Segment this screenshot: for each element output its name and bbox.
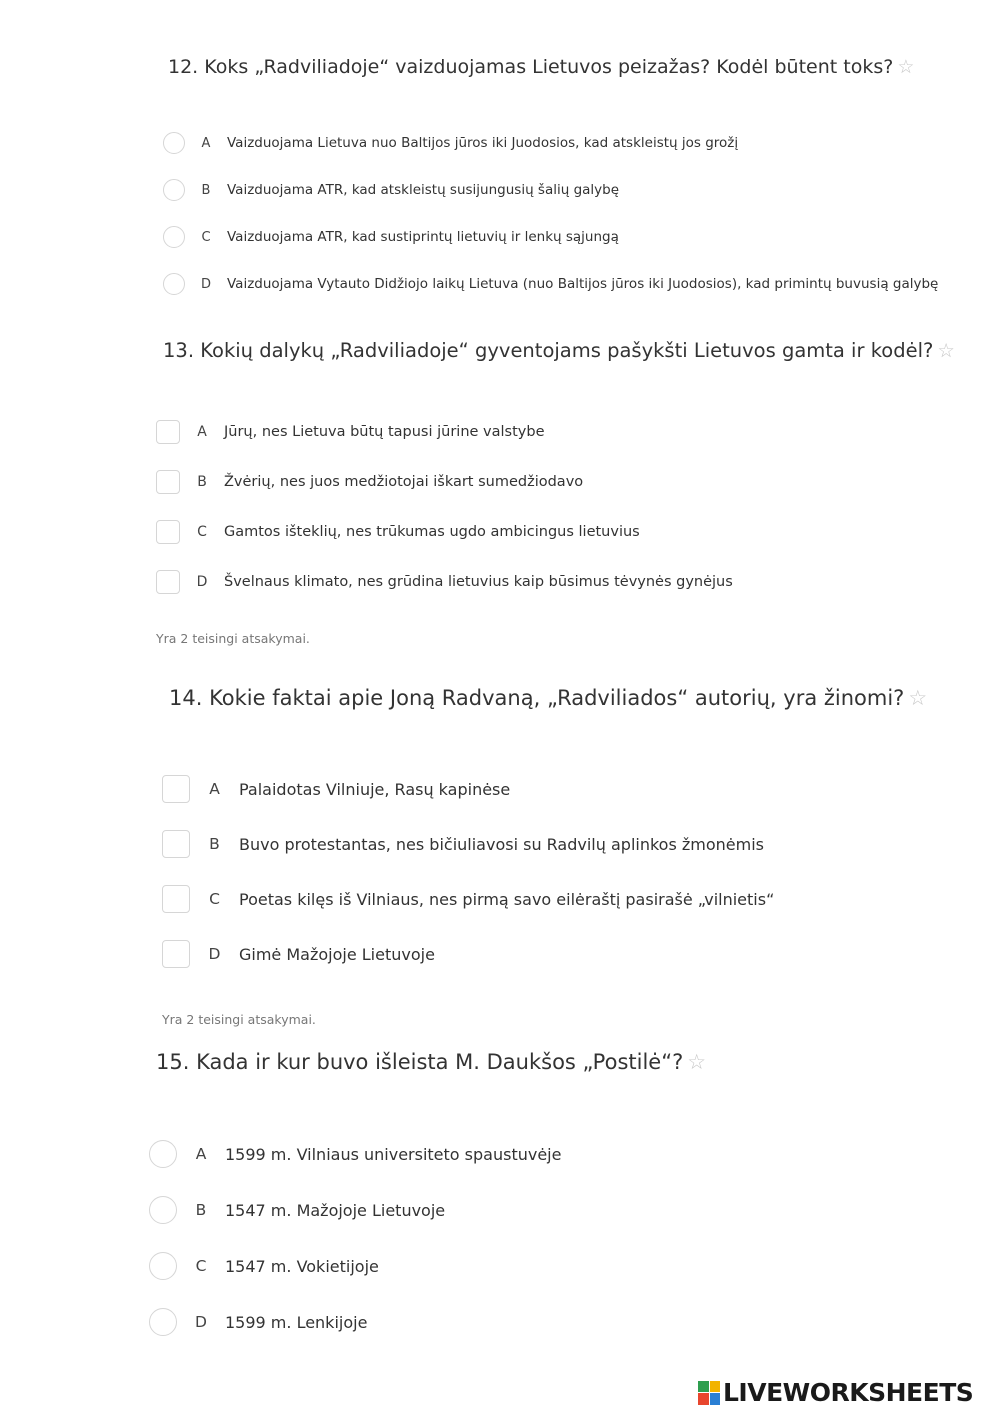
- option-text: 1547 m. Mažojoje Lietuvoje: [225, 1200, 446, 1220]
- question-15-option-a[interactable]: [149, 1140, 561, 1168]
- question-13-option-d[interactable]: [156, 570, 733, 594]
- radio-button[interactable]: [163, 273, 185, 295]
- checkbox[interactable]: [156, 520, 180, 544]
- star-icon[interactable]: ☆: [937, 339, 955, 362]
- checkbox[interactable]: [156, 570, 180, 594]
- question-14-option-b[interactable]: [162, 830, 764, 858]
- logo-text: LIVEWORKSHEETS: [723, 1378, 974, 1407]
- question-12-option-b[interactable]: [163, 179, 619, 201]
- answer-hint: Yra 2 teisingi atsakymai.: [162, 1012, 316, 1027]
- option-letter: C: [201, 229, 211, 245]
- option-letter: B: [201, 182, 211, 198]
- star-icon[interactable]: ☆: [897, 56, 915, 78]
- radio-button[interactable]: [149, 1196, 177, 1224]
- checkbox[interactable]: [162, 775, 190, 803]
- question-14-option-a[interactable]: [162, 775, 510, 803]
- radio-button[interactable]: [163, 132, 185, 154]
- option-letter: A: [209, 780, 220, 798]
- option-text: Vaizduojama Vytauto Didžiojo laikų Lietuva (nuo Baltijos jūros iki Juodosios), kad primintų buvusią galybę: [227, 276, 939, 292]
- option-letter: A: [195, 1145, 207, 1163]
- option-letter: A: [201, 135, 211, 151]
- question-12-title: 12. Koks „Radviliadoje“ vaizduojamas Lietuvos peizažas? Kodėl būtent toks? ☆: [168, 56, 915, 78]
- star-icon[interactable]: ☆: [908, 686, 928, 710]
- checkbox[interactable]: [156, 470, 180, 494]
- radio-button[interactable]: [149, 1140, 177, 1168]
- option-letter: D: [196, 574, 208, 590]
- checkbox[interactable]: [162, 830, 190, 858]
- question-12-option-a[interactable]: [163, 132, 738, 154]
- option-text: Vaizduojama ATR, kad atskleistų susijungusių šalių galybę: [227, 182, 620, 198]
- question-13-option-c[interactable]: [156, 520, 640, 544]
- option-text: 1599 m. Vilniaus universiteto spaustuvėje: [225, 1144, 562, 1164]
- checkbox[interactable]: [162, 940, 190, 968]
- option-text: Gimė Mažojoje Lietuvoje: [239, 944, 435, 964]
- option-text: Buvo protestantas, nes bičiuliavosi su Radvilų aplinkos žmonėmis: [239, 834, 764, 854]
- liveworksheets-logo: [698, 1378, 973, 1407]
- question-12-option-d[interactable]: [163, 273, 938, 295]
- option-letter: A: [197, 424, 207, 440]
- option-letter: C: [209, 890, 220, 908]
- radio-button[interactable]: [149, 1308, 177, 1336]
- radio-button[interactable]: [163, 226, 185, 248]
- option-text: Vaizduojama ATR, kad sustiprintų lietuvių ir lenkų sąjungą: [227, 229, 619, 245]
- option-text: Žvėrių, nes juos medžiotojai iškart sumedžiodavo: [224, 474, 584, 490]
- question-13-option-b[interactable]: [156, 470, 583, 494]
- option-letter: B: [209, 835, 220, 853]
- radio-button[interactable]: [163, 179, 185, 201]
- option-letter: D: [208, 945, 221, 963]
- question-13-title: 13. Kokių dalykų „Radviliadoje“ gyventojams pašykšti Lietuvos gamta ir kodėl? ☆: [163, 339, 955, 362]
- checkbox[interactable]: [156, 420, 180, 444]
- question-14-option-c[interactable]: [162, 885, 774, 913]
- option-letter: D: [200, 276, 211, 292]
- question-13-option-a[interactable]: [156, 420, 545, 444]
- option-letter: C: [197, 524, 207, 540]
- star-icon[interactable]: ☆: [687, 1050, 707, 1074]
- question-15-option-c[interactable]: [149, 1252, 379, 1280]
- question-14-option-d[interactable]: [162, 940, 435, 968]
- checkbox[interactable]: [162, 885, 190, 913]
- option-text: Vaizduojama Lietuva nuo Baltijos jūros iki Juodosios, kad atskleistų jos grožį: [227, 135, 739, 151]
- option-letter: B: [197, 474, 207, 490]
- logo-mark-icon: [698, 1381, 720, 1405]
- option-letter: D: [195, 1313, 207, 1331]
- option-text: Gamtos išteklių, nes trūkumas ugdo ambicingus lietuvius: [224, 524, 640, 540]
- question-14-title: 14. Kokie faktai apie Joną Radvaną, „Radviliados“ autorių, yra žinomi? ☆: [169, 686, 928, 710]
- option-text: Jūrų, nes Lietuva būtų tapusi jūrine valstybe: [224, 424, 545, 440]
- option-letter: B: [195, 1201, 207, 1219]
- radio-button[interactable]: [149, 1252, 177, 1280]
- answer-hint: Yra 2 teisingi atsakymai.: [156, 631, 310, 646]
- option-text: Poetas kilęs iš Vilniaus, nes pirmą savo eilėraštį pasirašė „vilnietis“: [239, 889, 775, 909]
- option-text: 1599 m. Lenkijoje: [225, 1312, 368, 1332]
- question-12-option-c[interactable]: [163, 226, 619, 248]
- option-text: Švelnaus klimato, nes grūdina lietuvius kaip būsimus tėvynės gynėjus: [224, 574, 733, 590]
- option-text: 1547 m. Vokietijoje: [225, 1256, 379, 1276]
- question-15-option-b[interactable]: [149, 1196, 445, 1224]
- question-15-title: 15. Kada ir kur buvo išleista M. Daukšos „Postilė“? ☆: [156, 1050, 707, 1074]
- question-15-option-d[interactable]: [149, 1308, 367, 1336]
- option-text: Palaidotas Vilniuje, Rasų kapinėse: [239, 779, 511, 799]
- option-letter: C: [195, 1257, 207, 1275]
